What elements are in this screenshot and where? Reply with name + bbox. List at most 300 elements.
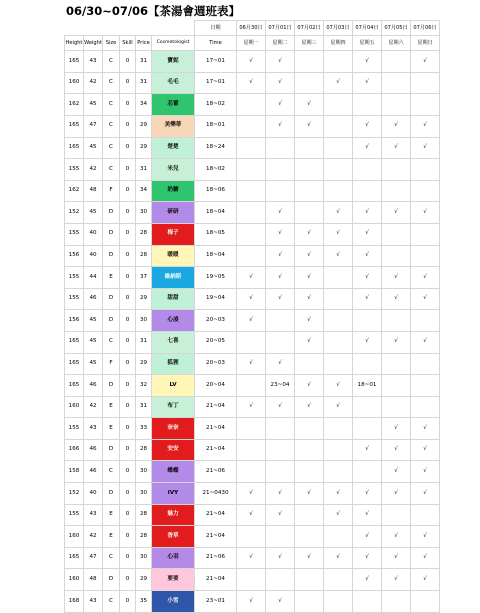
weight-cell: 45 xyxy=(84,137,103,159)
shift-time: 18~06 xyxy=(195,180,237,202)
date-cell: 07月04日 xyxy=(353,21,382,36)
schedule-cell xyxy=(266,180,295,202)
check-mark: √ xyxy=(237,483,266,505)
check-mark: √ xyxy=(324,547,353,569)
table-row xyxy=(65,245,440,267)
size-cell: D xyxy=(103,288,120,310)
price-cell: 29 xyxy=(136,569,152,591)
shift-time: 17~01 xyxy=(195,51,237,73)
table-row xyxy=(65,310,440,332)
check-mark: √ xyxy=(353,288,382,310)
check-mark: √ xyxy=(353,51,382,73)
price-cell: 37 xyxy=(136,267,152,289)
schedule-cell xyxy=(237,439,266,461)
skill-cell: 0 xyxy=(120,310,136,332)
schedule-cell xyxy=(382,591,411,613)
cosmetologist-name: 研研 xyxy=(152,202,195,224)
schedule-cell xyxy=(411,180,440,202)
schedule-cell xyxy=(295,137,324,159)
schedule-cell xyxy=(324,591,353,613)
skill-cell: 0 xyxy=(120,288,136,310)
price-cell: 31 xyxy=(136,51,152,73)
schedule-cell xyxy=(324,439,353,461)
col-header-skill: Skill xyxy=(120,36,136,51)
check-mark: √ xyxy=(295,267,324,289)
shift-time: 21~0430 xyxy=(195,483,237,505)
shift-time: 18~04 xyxy=(195,202,237,224)
size-cell: C xyxy=(103,159,120,181)
schedule-cell xyxy=(266,461,295,483)
weekday-cell: 星期一 xyxy=(237,36,266,51)
skill-cell: 0 xyxy=(120,418,136,440)
schedule-cell xyxy=(411,591,440,613)
price-cell: 28 xyxy=(136,245,152,267)
weekday-cell: 星期六 xyxy=(382,36,411,51)
schedule-cell xyxy=(353,159,382,181)
height-cell: 155 xyxy=(65,267,84,289)
schedule-cell xyxy=(324,137,353,159)
table-row xyxy=(65,504,440,526)
skill-cell: 0 xyxy=(120,439,136,461)
table-row xyxy=(65,547,440,569)
page-title: 06/30~07/06【茶湯會週班表】 xyxy=(66,4,241,18)
schedule-cell xyxy=(237,331,266,353)
check-mark: √ xyxy=(237,396,266,418)
skill-cell: 0 xyxy=(120,115,136,137)
check-mark: √ xyxy=(266,591,295,613)
schedule-cell xyxy=(353,353,382,375)
size-cell: D xyxy=(103,483,120,505)
check-mark: √ xyxy=(411,418,440,440)
check-mark: √ xyxy=(266,547,295,569)
schedule-cell xyxy=(324,180,353,202)
check-mark: √ xyxy=(353,526,382,548)
schedule-cell xyxy=(382,375,411,397)
check-mark: √ xyxy=(411,483,440,505)
check-mark: √ xyxy=(295,310,324,332)
skill-cell: 0 xyxy=(120,331,136,353)
check-mark: √ xyxy=(324,375,353,397)
schedule-cell xyxy=(411,223,440,245)
height-cell: 155 xyxy=(65,504,84,526)
size-cell: C xyxy=(103,51,120,73)
shift-time: 21~04 xyxy=(195,526,237,548)
check-mark: √ xyxy=(411,526,440,548)
check-mark: √ xyxy=(266,267,295,289)
schedule-cell xyxy=(237,245,266,267)
check-mark: √ xyxy=(353,504,382,526)
weight-cell: 40 xyxy=(84,483,103,505)
schedule-cell xyxy=(382,504,411,526)
table-row xyxy=(65,396,440,418)
schedule-cell xyxy=(324,310,353,332)
check-mark: √ xyxy=(266,51,295,73)
check-mark: √ xyxy=(353,483,382,505)
shift-time: 21~04 xyxy=(195,439,237,461)
shift-time: 23~01 xyxy=(195,591,237,613)
skill-cell: 0 xyxy=(120,245,136,267)
height-cell: 160 xyxy=(65,396,84,418)
skill-cell: 0 xyxy=(120,94,136,116)
check-mark: √ xyxy=(353,267,382,289)
check-mark: √ xyxy=(237,51,266,73)
table-row xyxy=(65,418,440,440)
schedule-cell xyxy=(324,115,353,137)
height-cell: 165 xyxy=(65,375,84,397)
check-mark: √ xyxy=(266,483,295,505)
schedule-cell xyxy=(237,202,266,224)
cosmetologist-name: LV xyxy=(152,375,195,397)
check-mark: √ xyxy=(411,569,440,591)
schedule-cell xyxy=(237,461,266,483)
table-row xyxy=(65,115,440,137)
height-cell: 160 xyxy=(65,526,84,548)
schedule-cell xyxy=(411,245,440,267)
price-cell: 32 xyxy=(136,375,152,397)
price-cell: 34 xyxy=(136,180,152,202)
weight-cell: 43 xyxy=(84,51,103,73)
price-cell: 29 xyxy=(136,288,152,310)
skill-cell: 0 xyxy=(120,396,136,418)
schedule-cell xyxy=(411,504,440,526)
check-mark: √ xyxy=(237,310,266,332)
size-cell: D xyxy=(103,202,120,224)
schedule-cell xyxy=(295,526,324,548)
cosmetologist-name: 芯蕾 xyxy=(152,94,195,116)
weight-cell: 46 xyxy=(84,375,103,397)
check-mark: √ xyxy=(382,526,411,548)
table-row xyxy=(65,51,440,73)
check-mark: √ xyxy=(411,547,440,569)
check-mark: √ xyxy=(324,504,353,526)
schedule-cell xyxy=(266,526,295,548)
weekday-cell: 星期三 xyxy=(295,36,324,51)
skill-cell: 0 xyxy=(120,353,136,375)
check-mark: √ xyxy=(237,547,266,569)
cosmetologist-name: 要要 xyxy=(152,569,195,591)
height-cell: 152 xyxy=(65,483,84,505)
check-mark: √ xyxy=(237,591,266,613)
weight-cell: 46 xyxy=(84,288,103,310)
schedule-cell xyxy=(295,569,324,591)
cosmetologist-name: 暖暖 xyxy=(152,245,195,267)
shift-time: 21~04 xyxy=(195,569,237,591)
table-row xyxy=(65,591,440,613)
weight-cell: 40 xyxy=(84,245,103,267)
date-label: 日期 xyxy=(195,21,237,36)
cosmetologist-name: 七喜 xyxy=(152,331,195,353)
weight-cell: 42 xyxy=(84,72,103,94)
weight-cell: 43 xyxy=(84,418,103,440)
schedule-cell xyxy=(266,418,295,440)
table-row xyxy=(65,526,440,548)
schedule-cell xyxy=(353,396,382,418)
table-row xyxy=(65,94,440,116)
schedule-cell xyxy=(353,94,382,116)
skill-cell: 0 xyxy=(120,202,136,224)
table-row xyxy=(65,159,440,181)
cosmetologist-name: IVY xyxy=(152,483,195,505)
skill-cell: 0 xyxy=(120,137,136,159)
check-mark: √ xyxy=(353,223,382,245)
size-cell: C xyxy=(103,94,120,116)
height-cell: 160 xyxy=(65,569,84,591)
check-mark: √ xyxy=(237,504,266,526)
size-cell: D xyxy=(103,439,120,461)
schedule-cell xyxy=(266,159,295,181)
schedule-cell xyxy=(266,331,295,353)
size-cell: E xyxy=(103,396,120,418)
cosmetologist-name: 甜甜 xyxy=(152,288,195,310)
check-mark: √ xyxy=(411,331,440,353)
date-cell: 07月02日 xyxy=(295,21,324,36)
schedule-cell xyxy=(382,51,411,73)
schedule-cell xyxy=(382,396,411,418)
schedule-cell xyxy=(295,72,324,94)
schedule-cell xyxy=(324,159,353,181)
shift-time: 21~04 xyxy=(195,418,237,440)
date-header-row xyxy=(65,21,440,36)
schedule-cell xyxy=(295,202,324,224)
check-mark: √ xyxy=(353,115,382,137)
cosmetologist-name: 美樂蒂 xyxy=(152,115,195,137)
schedule-cell xyxy=(353,310,382,332)
table-row xyxy=(65,569,440,591)
size-cell: C xyxy=(103,72,120,94)
schedule-cell xyxy=(237,115,266,137)
cosmetologist-name: 小雪 xyxy=(152,591,195,613)
weight-cell: 46 xyxy=(84,461,103,483)
schedule-cell xyxy=(411,375,440,397)
schedule-cell xyxy=(324,418,353,440)
table-row xyxy=(65,137,440,159)
weight-cell: 42 xyxy=(84,526,103,548)
check-mark: √ xyxy=(353,202,382,224)
height-cell: 165 xyxy=(65,547,84,569)
schedule-cell xyxy=(295,159,324,181)
schedule-cell xyxy=(324,51,353,73)
check-mark: √ xyxy=(295,245,324,267)
skill-cell: 0 xyxy=(120,591,136,613)
price-cell: 30 xyxy=(136,461,152,483)
price-cell: 29 xyxy=(136,115,152,137)
schedule-cell xyxy=(295,461,324,483)
cosmetologist-name: 寶妮 xyxy=(152,51,195,73)
skill-cell: 0 xyxy=(120,180,136,202)
check-mark: √ xyxy=(411,51,440,73)
schedule-cell xyxy=(266,137,295,159)
check-mark: √ xyxy=(382,288,411,310)
schedule-cell xyxy=(411,94,440,116)
schedule-cell xyxy=(237,137,266,159)
date-cell: 07月03日 xyxy=(324,21,353,36)
schedule-cell xyxy=(266,310,295,332)
shift-time: 21~04 xyxy=(195,504,237,526)
check-mark: √ xyxy=(324,223,353,245)
price-cell: 31 xyxy=(136,331,152,353)
schedule-cell xyxy=(411,159,440,181)
check-mark: √ xyxy=(353,569,382,591)
schedule-cell xyxy=(237,526,266,548)
check-mark: √ xyxy=(295,288,324,310)
skill-cell: 0 xyxy=(120,547,136,569)
check-mark: √ xyxy=(411,461,440,483)
size-cell: E xyxy=(103,504,120,526)
weight-cell: 42 xyxy=(84,159,103,181)
price-cell: 30 xyxy=(136,202,152,224)
schedule-cell xyxy=(324,353,353,375)
size-cell: D xyxy=(103,223,120,245)
cosmetologist-name: 奶糖 xyxy=(152,180,195,202)
schedule-cell xyxy=(353,180,382,202)
table-row xyxy=(65,375,440,397)
check-mark: √ xyxy=(411,137,440,159)
schedule-cell xyxy=(382,180,411,202)
height-cell: 162 xyxy=(65,180,84,202)
skill-cell: 0 xyxy=(120,461,136,483)
check-mark: √ xyxy=(295,223,324,245)
cosmetologist-name: 毛毛 xyxy=(152,72,195,94)
check-mark: √ xyxy=(266,396,295,418)
cosmetologist-name: 米兒 xyxy=(152,159,195,181)
size-cell: D xyxy=(103,245,120,267)
height-cell: 155 xyxy=(65,223,84,245)
height-cell: 158 xyxy=(65,461,84,483)
schedule-cell xyxy=(324,461,353,483)
shift-time: 21~04 xyxy=(195,396,237,418)
weekday-cell: 星期五 xyxy=(353,36,382,51)
check-mark: √ xyxy=(237,288,266,310)
height-cell: 155 xyxy=(65,418,84,440)
size-cell: D xyxy=(103,375,120,397)
weight-cell: 44 xyxy=(84,267,103,289)
weight-cell: 43 xyxy=(84,591,103,613)
cosmetologist-name: 楚楚 xyxy=(152,137,195,159)
price-cell: 30 xyxy=(136,310,152,332)
check-mark: √ xyxy=(237,267,266,289)
check-mark: √ xyxy=(266,94,295,116)
price-cell: 28 xyxy=(136,223,152,245)
shift-time: 20~03 xyxy=(195,353,237,375)
check-mark: √ xyxy=(382,483,411,505)
weight-cell: 40 xyxy=(84,223,103,245)
schedule-cell xyxy=(353,461,382,483)
price-cell: 31 xyxy=(136,396,152,418)
weekday-cell: 星期日 xyxy=(411,36,440,51)
shift-time: 18~02 xyxy=(195,94,237,116)
size-cell: E xyxy=(103,418,120,440)
shift-time: 19~05 xyxy=(195,267,237,289)
weight-cell: 43 xyxy=(84,504,103,526)
height-cell: 152 xyxy=(65,202,84,224)
check-mark: √ xyxy=(295,375,324,397)
schedule-cell xyxy=(411,72,440,94)
check-mark: √ xyxy=(353,137,382,159)
check-mark: √ xyxy=(382,202,411,224)
schedule-cell xyxy=(237,159,266,181)
size-cell: C xyxy=(103,331,120,353)
check-mark: √ xyxy=(266,353,295,375)
cosmetologist-name: 心凌 xyxy=(152,310,195,332)
schedule-cell xyxy=(382,223,411,245)
schedule-cell xyxy=(295,353,324,375)
schedule-table xyxy=(64,20,440,613)
check-mark: √ xyxy=(266,504,295,526)
header-spacer xyxy=(65,21,195,36)
check-mark: √ xyxy=(266,288,295,310)
price-cell: 28 xyxy=(136,439,152,461)
price-cell: 30 xyxy=(136,547,152,569)
table-row xyxy=(65,461,440,483)
skill-cell: 0 xyxy=(120,375,136,397)
size-cell: C xyxy=(103,547,120,569)
schedule-cell xyxy=(324,94,353,116)
cosmetologist-name: 維納斯 xyxy=(152,267,195,289)
col-header-height: Height xyxy=(65,36,84,51)
table-row xyxy=(65,72,440,94)
skill-cell: 0 xyxy=(120,526,136,548)
schedule-cell xyxy=(295,591,324,613)
check-mark: √ xyxy=(353,72,382,94)
height-cell: 165 xyxy=(65,331,84,353)
schedule-cell xyxy=(411,310,440,332)
date-cell: 07月01日 xyxy=(266,21,295,36)
check-mark: √ xyxy=(324,72,353,94)
check-mark: √ xyxy=(353,439,382,461)
check-mark: √ xyxy=(411,115,440,137)
check-mark: √ xyxy=(266,245,295,267)
price-cell: 34 xyxy=(136,94,152,116)
schedule-cell xyxy=(237,569,266,591)
schedule-cell xyxy=(295,180,324,202)
size-cell: D xyxy=(103,569,120,591)
weekday-cell: 星期四 xyxy=(324,36,353,51)
check-mark: √ xyxy=(382,418,411,440)
skill-cell: 0 xyxy=(120,483,136,505)
table-row xyxy=(65,223,440,245)
height-cell: 165 xyxy=(65,353,84,375)
weight-cell: 47 xyxy=(84,547,103,569)
size-cell: F xyxy=(103,353,120,375)
shift-time: 17~01 xyxy=(195,72,237,94)
shift-time: 18~01 xyxy=(195,115,237,137)
schedule-cell xyxy=(324,526,353,548)
height-cell: 165 xyxy=(65,137,84,159)
price-cell: 29 xyxy=(136,137,152,159)
skill-cell: 0 xyxy=(120,72,136,94)
height-cell: 155 xyxy=(65,159,84,181)
schedule-cell xyxy=(295,51,324,73)
check-mark: √ xyxy=(295,396,324,418)
schedule-cell xyxy=(353,418,382,440)
check-mark: √ xyxy=(382,267,411,289)
check-mark: √ xyxy=(382,439,411,461)
schedule-cell xyxy=(237,180,266,202)
height-cell: 165 xyxy=(65,51,84,73)
shift-time: 20~03 xyxy=(195,310,237,332)
size-cell: C xyxy=(103,115,120,137)
size-cell: C xyxy=(103,461,120,483)
shift-time: 21~06 xyxy=(195,461,237,483)
shift-time: 18~02 xyxy=(195,159,237,181)
table-row xyxy=(65,288,440,310)
skill-cell: 0 xyxy=(120,504,136,526)
date-cell: 07月06日 xyxy=(411,21,440,36)
height-cell: 168 xyxy=(65,591,84,613)
col-header-weight: Weight xyxy=(84,36,103,51)
weight-cell: 45 xyxy=(84,331,103,353)
schedule-cell xyxy=(382,245,411,267)
